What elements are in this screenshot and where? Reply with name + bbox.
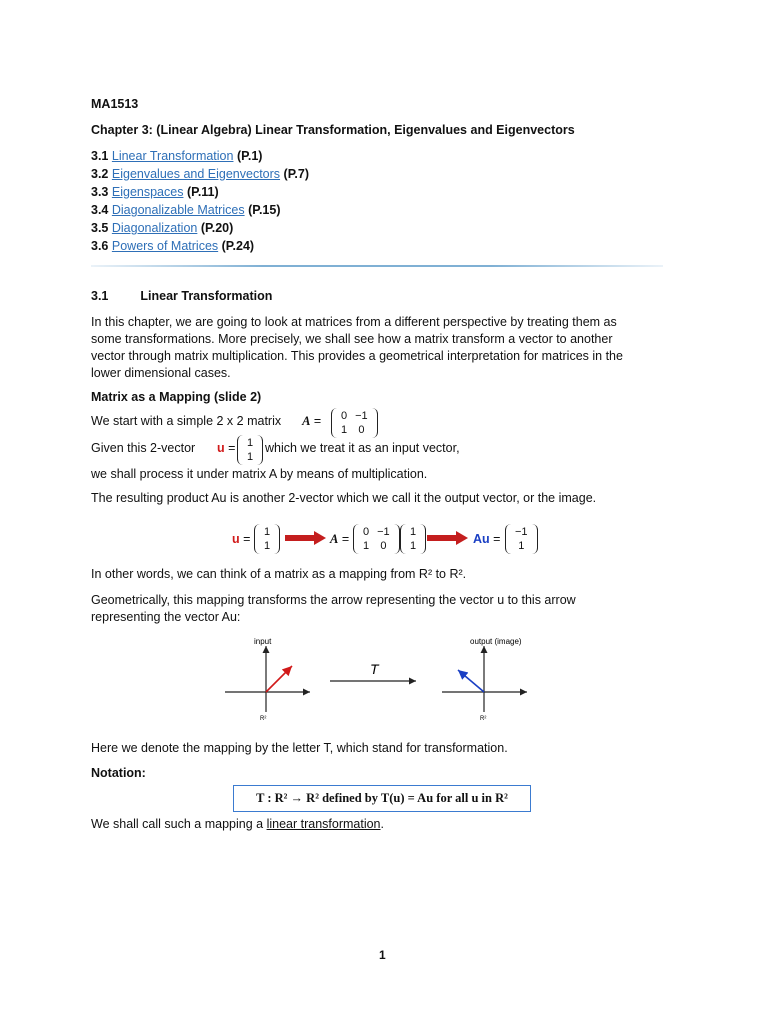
intro-line: lower dimensional cases. xyxy=(91,366,231,380)
output-axes xyxy=(442,646,527,712)
input-vector-arrow xyxy=(266,666,292,692)
eq-matrix-a: 0 −1 1 0 xyxy=(353,524,400,554)
toc-link-diagonalizable[interactable]: Diagonalizable Matrices xyxy=(111,203,245,217)
matrix-a-label: A xyxy=(302,414,311,428)
chapter-title: Chapter 3: (Linear Algebra) Linear Transformation, Eigenvalues and Eigenvectors xyxy=(91,123,575,137)
matrix-intro-line: We start with a simple 2 x 2 matrix A = xyxy=(91,414,322,428)
eq-vector-u2: 1 1 xyxy=(400,524,426,554)
r2-left: R² xyxy=(260,716,267,722)
t-label: T xyxy=(370,661,379,677)
process-line: we shall process it under matrix A by means of multiplication. xyxy=(91,467,428,481)
transformation-diagram xyxy=(220,632,550,728)
notation-heading: Notation: xyxy=(91,766,146,780)
toc-link-diagonalization[interactable]: Diagonalization xyxy=(111,221,198,235)
output-vector-arrow xyxy=(458,670,484,692)
eq-u-label: u = xyxy=(232,532,251,546)
eq-au-label: Au = xyxy=(473,532,501,546)
toc-item: 3.4 Diagonalizable Matrices (P.15) xyxy=(91,203,281,217)
intro-line: In this chapter, we are going to look at matrices from a different perspective by treating them as xyxy=(91,315,617,329)
output-label: output (image) xyxy=(470,637,522,646)
vector-u: 1 1 xyxy=(237,435,263,465)
toc-link-eigenspaces[interactable]: Eigenspaces xyxy=(111,185,184,199)
vector-u-label: u = xyxy=(217,441,236,455)
intro-line: some transformations. More precisely, we shall see how a matrix transform a vector to another xyxy=(91,332,613,346)
denote-line: Here we denote the mapping by the letter T, which stand for transformation. xyxy=(91,741,508,755)
toc-item: 3.3 Eigenspaces (P.11) xyxy=(91,185,219,199)
r2-right: R² xyxy=(480,716,487,722)
vector-intro-line: Given this 2-vector xyxy=(91,441,196,455)
notation-box: T : R² → R² defined by T(u) = Au for all u in R² xyxy=(233,785,531,812)
matrix-a: 0 −1 1 0 xyxy=(331,408,378,438)
call-line: We shall call such a mapping a linear transformation. xyxy=(91,817,384,831)
eq-vector-u: 1 1 xyxy=(254,524,280,554)
toc-link-linear-transformation[interactable]: Linear Transformation xyxy=(111,149,234,163)
toc-item: 3.2 Eigenvalues and Eigenvectors (P.7) xyxy=(91,167,310,181)
geometric-line: Geometrically, this mapping transforms the arrow representing the vector u to this arrow xyxy=(91,593,576,607)
toc-item: 3.1 Linear Transformation (P.1) xyxy=(91,149,263,163)
result-line: The resulting product Au is another 2-vector which we call it the output vector, or the image. xyxy=(91,491,597,505)
eq-vector-au: −1 1 xyxy=(505,524,538,554)
toc-link-eigenvalues[interactable]: Eigenvalues and Eigenvectors xyxy=(111,167,281,181)
section-heading: 3.1 Linear Transformation xyxy=(91,289,273,303)
toc-item: 3.6 Powers of Matrices (P.24) xyxy=(91,239,255,253)
input-vector-text: which we treat it as an input vector, xyxy=(265,441,460,455)
eq-a-label: A = xyxy=(330,532,350,546)
subheading: Matrix as a Mapping (slide 2) xyxy=(91,390,262,404)
course-code: MA1513 xyxy=(91,97,139,111)
linear-transformation-term: linear transformation xyxy=(266,817,381,831)
red-arrow-icon xyxy=(285,530,327,546)
page-number: 1 xyxy=(379,948,386,962)
red-arrow-icon xyxy=(427,530,469,546)
input-axes xyxy=(225,646,310,712)
intro-line: vector through matrix multiplication. This provides a geometrical interpretation for matrices in the xyxy=(91,349,623,363)
mapping-line: In other words, we can think of a matrix as a mapping from R² to R². xyxy=(91,567,467,581)
separator-line xyxy=(91,265,663,267)
geometric-line: representing the vector Au: xyxy=(91,610,241,624)
toc-link-powers[interactable]: Powers of Matrices xyxy=(111,239,219,253)
toc-item: 3.5 Diagonalization (P.20) xyxy=(91,221,234,235)
input-label: input xyxy=(254,637,272,646)
